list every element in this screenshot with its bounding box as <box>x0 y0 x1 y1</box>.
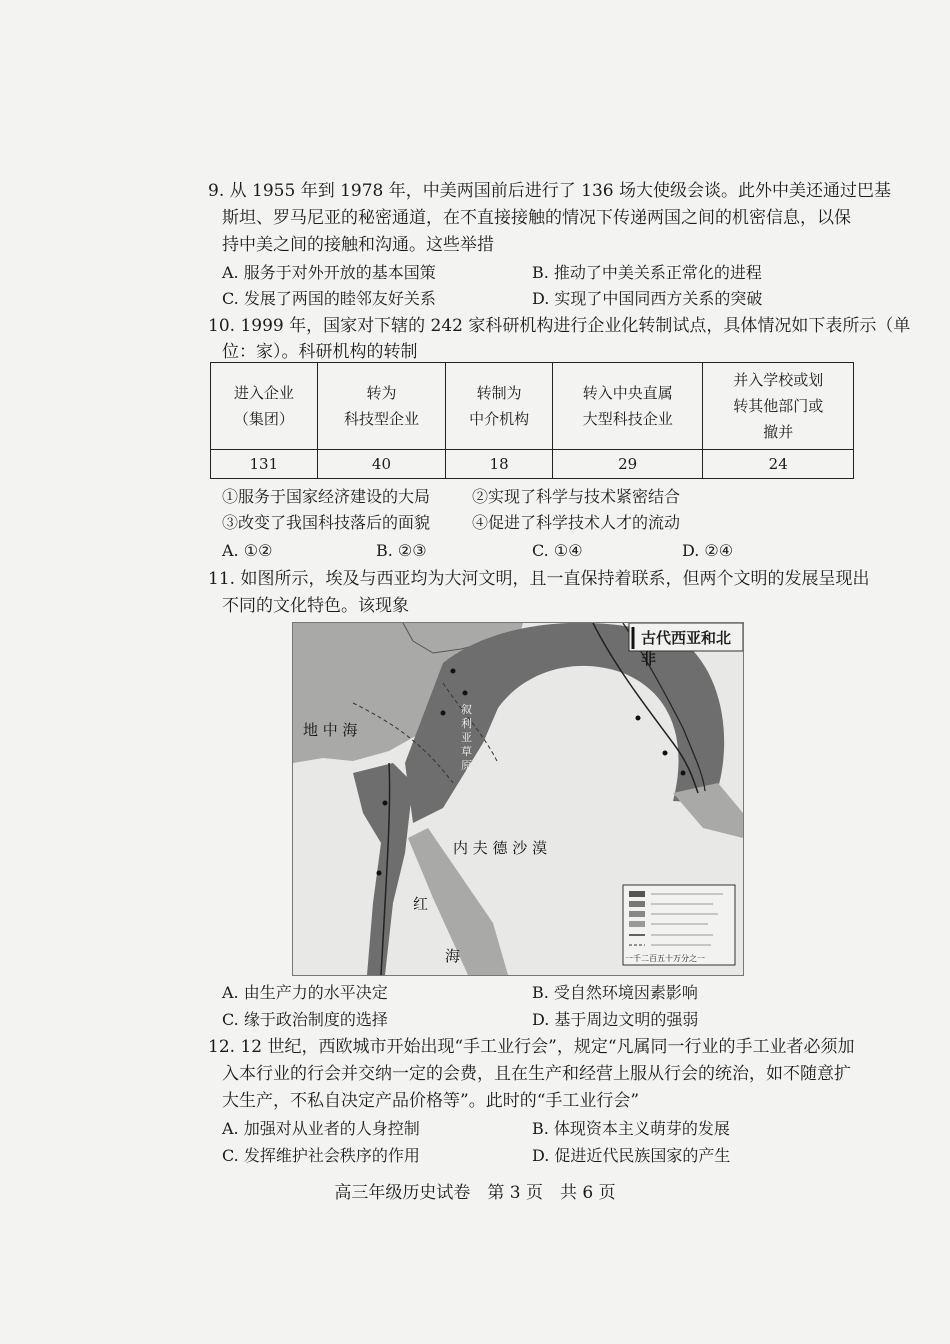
map-title: 古代西亚和北非 <box>641 629 732 668</box>
q12-option-c: C. 发挥维护社会秩序的作用 <box>222 1146 420 1165</box>
map-label-red: 红 <box>413 895 429 913</box>
map-label-sea: 海 <box>445 947 461 965</box>
q10-option-b: B. ②③ <box>376 541 427 560</box>
ancient-west-asia-north-africa-map <box>292 622 744 976</box>
persian-gulf <box>673 783 743 838</box>
q12-option-d: D. 促进近代民族国家的产生 <box>532 1146 731 1165</box>
q10-stem-line2: 位：家）。科研机构的转制 <box>222 342 418 362</box>
map-label-mediterranean: 地 中 海 <box>303 721 358 739</box>
q12-stem-line2: 入本行业的行会并交纳一定的会费，且在生产和经营上服从行会的统治，如不随意扩 <box>222 1064 851 1084</box>
q11-option-a: A. 由生产力的水平决定 <box>222 983 388 1002</box>
table-header-row <box>211 363 854 450</box>
q10-option-a: A. ①② <box>222 541 273 560</box>
table-header-cell: 转为 科技型企业 <box>317 363 446 450</box>
table-cell: 131 <box>211 450 318 479</box>
page-footer: 高三年级历史试卷 第 3 页 共 6 页 <box>334 1183 616 1203</box>
table-cell: 40 <box>317 450 446 479</box>
table-row <box>211 450 854 479</box>
table-cell: 24 <box>703 450 854 479</box>
table-header-cell: 转制为 中介机构 <box>446 363 553 450</box>
table-cell: 18 <box>446 450 553 479</box>
q10-option-c: C. ①④ <box>532 541 583 560</box>
q10-statement-1: ①服务于国家经济建设的大局 <box>222 487 431 506</box>
q9-stem-line2: 斯坦、罗马尼亚的秘密通道，在不直接接触的情况下传递两国之间的机密信息，以保 <box>222 208 851 228</box>
table-header-cell: 并入学校或划 转其他部门或 撤并 <box>703 363 854 450</box>
q9-option-d: D. 实现了中国同西方关系的突破 <box>532 289 763 308</box>
map-label-nafud-desert: 内 夫 德 沙 漠 <box>453 839 548 857</box>
map-label-syrian-steppe: 叙利亚草原 <box>461 703 472 772</box>
q11-option-b: B. 受自然环境因素影响 <box>532 983 698 1002</box>
q10-statement-2: ②实现了科学与技术紧密结合 <box>472 487 681 506</box>
q11-option-d: D. 基于周边文明的强弱 <box>532 1010 699 1029</box>
q12-stem-line3: 大生产，不私自决定产品价格等”。此时的“手工业行会” <box>222 1091 640 1111</box>
map-drawing <box>293 623 743 975</box>
q12-option-a: A. 加强对从业者的人身控制 <box>222 1119 420 1138</box>
q10-statement-3: ③改变了我国科技落后的面貌 <box>222 513 431 532</box>
map-scale: 一千二百五十万分之一 <box>625 954 705 963</box>
q10-stem-line1: 10. 1999 年，国家对下辖的 242 家科研机构进行企业化转制试点，具体情况如下表所示（单 <box>208 316 911 336</box>
q11-stem-line2: 不同的文化特色。该现象 <box>222 596 409 616</box>
q12-option-b: B. 体现资本主义萌芽的发展 <box>532 1119 730 1138</box>
q12-stem-line1: 12. 12 世纪，西欧城市开始出现“手工业行会”，规定“凡属同一行业的手工业者必须加 <box>208 1037 855 1057</box>
q9-stem-line1: 9. 从 1955 年到 1978 年，中美两国前后进行了 136 场大使级会谈。此外中美还通过巴基 <box>208 181 892 201</box>
q9-option-c: C. 发展了两国的睦邻友好关系 <box>222 289 436 308</box>
table-header-cell: 转入中央直属 大型科技企业 <box>552 363 703 450</box>
research-institute-table <box>210 362 854 479</box>
table-header-cell: 进入企业 （集团） <box>211 363 318 450</box>
q10-option-d: D. ②④ <box>682 541 734 560</box>
table-cell: 29 <box>552 450 703 479</box>
q11-stem-line1: 11. 如图所示，埃及与西亚均为大河文明，且一直保持着联系，但两个文明的发展呈现出 <box>208 569 870 589</box>
q11-option-c: C. 缘于政治制度的选择 <box>222 1010 388 1029</box>
q9-option-b: B. 推动了中美关系正常化的进程 <box>532 263 762 282</box>
q9-option-a: A. 服务于对外开放的基本国策 <box>222 263 436 282</box>
q10-statement-4: ④促进了科学技术人才的流动 <box>472 513 681 532</box>
q9-stem-line3: 持中美之间的接触和沟通。这些举措 <box>222 235 494 255</box>
